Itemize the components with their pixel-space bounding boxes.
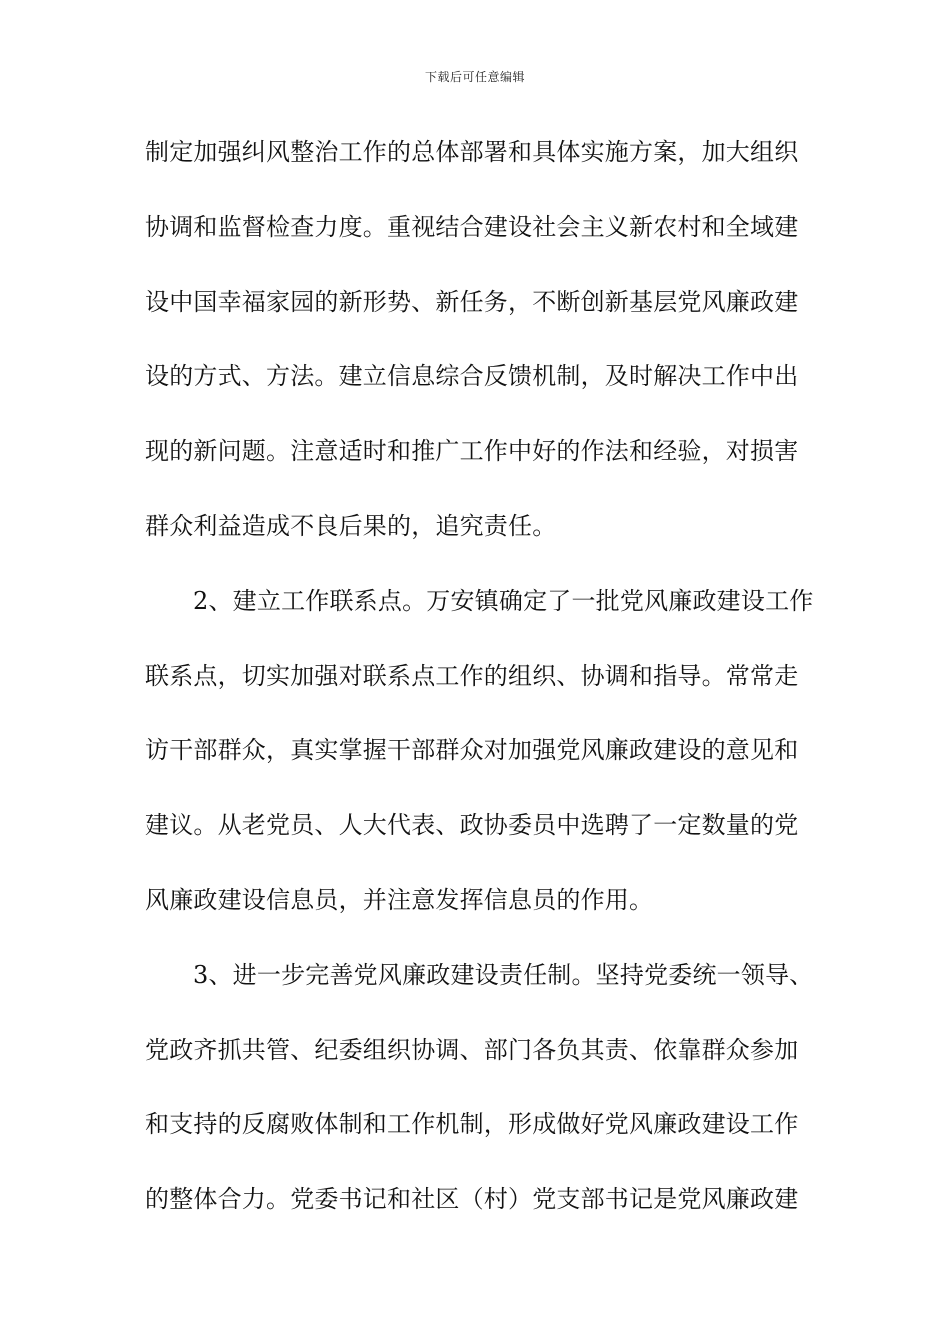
text-line: 和支持的反腐败体制和工作机制，形成做好党风廉政建设工作 bbox=[145, 1110, 799, 1139]
text-line: 党政齐抓共管、纪委组织协调、部门各负其责、依靠群众参加 bbox=[145, 1035, 799, 1064]
text-line: 联系点，切实加强对联系点工作的组织、协调和指导。常常走 bbox=[145, 661, 799, 690]
text-line: 建议。从老党员、人大代表、政协委员中选聘了一定数量的党 bbox=[145, 811, 799, 840]
text-line: 现的新问题。注意适时和推广工作中好的作法和经验，对损害 bbox=[145, 437, 799, 466]
text-line: 访干部群众，真实掌握干部群众对加强党风廉政建设的意见和 bbox=[145, 736, 799, 765]
text-line: 协调和监督检查力度。重视结合建设社会主义新农村和全域建 bbox=[145, 212, 799, 241]
text-line: 制定加强纠风整治工作的总体部署和具体实施方案，加大组织 bbox=[145, 138, 799, 166]
text-line: 群众利益造成不良后果的，追究责任。 bbox=[145, 511, 557, 540]
text-line: 风廉政建设信息员，并注意发挥信息员的作用。 bbox=[145, 885, 654, 914]
document-body bbox=[145, 130, 815, 1252]
text-line: 3、进一步完善党风廉政建设责任制。坚持党委统一领导、 bbox=[193, 960, 814, 989]
text-line: 的整体合力。党委书记和社区（村）党支部书记是党风廉政建 bbox=[145, 1185, 799, 1214]
text-line: 2、建立工作联系点。万安镇确定了一批党风廉政建设工作 bbox=[193, 586, 814, 615]
text-line: 设中国幸福家园的新形势、新任务，不断创新基层党风廉政建 bbox=[145, 287, 799, 316]
text-line: 设的方式、方法。建立信息综合反馈机制，及时解决工作中出 bbox=[145, 362, 799, 391]
header-note: 下载后可任意编辑 bbox=[424, 70, 525, 84]
